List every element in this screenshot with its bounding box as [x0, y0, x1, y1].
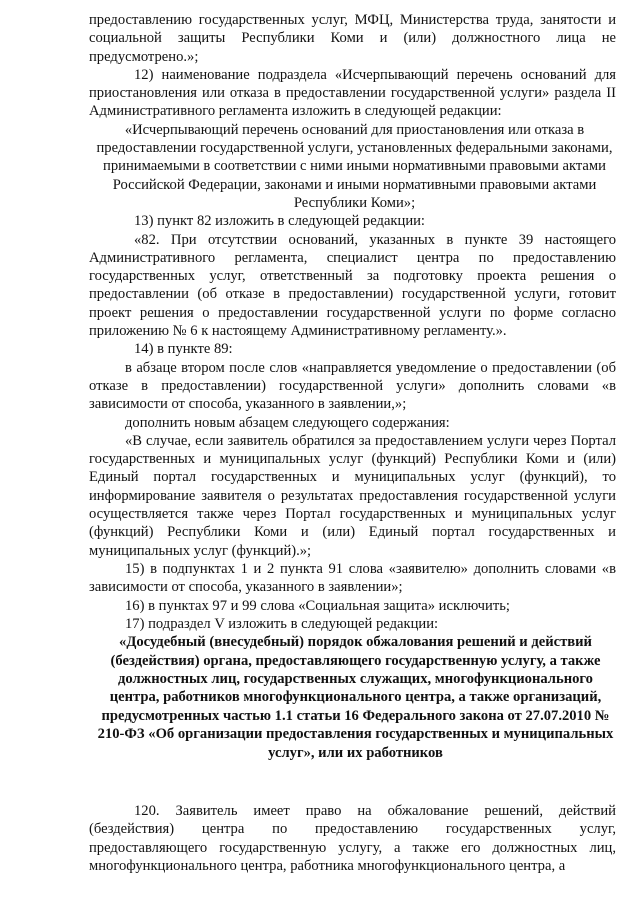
paragraph-point-82: «82. При отсутствии оснований, указанных в пункте 39 настоящего Административного регламента, специалист центра по предоставлению государственных услуг, ответственный за подготовку проекта решения о предоставлении (об отказе в предоставлении) государственной услуги, готовит проект решения о предоставлении государственной услуги по форме согласно приложению № 6 к настоящему Административному регламенту.». [89, 231, 616, 340]
paragraph-continuation: предоставлению государственных услуг, МФЦ, Министерства труда, занятости и социальной защиты Республики Коми и (или) должностного лица не предусмотрено.»; [89, 12, 616, 65]
paragraph-item-17: 17) подраздел V изложить в следующей редакции: [125, 615, 439, 632]
paragraph-second-abzac: в абзаце втором после слов «направляется уведомление о предоставлении (об отказе в предоставлении) государственной услуги» дополнить словами «в зависимости от способа, указанного в заявлении,»; [89, 359, 616, 413]
paragraph-item-16: 16) в пунктах 97 и 99 слова «Социальная защита» исключить; [125, 597, 510, 614]
paragraph-point-120: 120. Заявитель имеет право на обжалование решений, действий (бездействия) центра по предоставлению государственных услуг, предоставляющего государственную услугу, а также его должностных лиц, многофункционального центра, работника многофункционального центра, а [89, 802, 616, 874]
paragraph-portal-info: «В случае, если заявитель обратился за предоставлением услуги через Портал государственных и муниципальных услуг (функций) Республики Коми и (или) Единый портал государственных и муниципальных услуг (функций), то информирование заявителя о результатах предоставления государственной услуги осуществляется также через Портал государственных и муниципальных услуг (функций) Республики Коми и (или) Единый портал государственных и муниципальных услуг (функций).»; [89, 432, 616, 559]
spacer [89, 762, 616, 802]
quoted-subsection-title: «Исчерпывающий перечень оснований для приостановления или отказа в предоставлении государственной услуги, установленных федеральными законами, принимаемыми в соответствии с ними иными нормативными правовыми актами Российской Федерации, законами и иными нормативными правовыми актами Республики Коми»; [96, 121, 613, 211]
paragraph-item-15: 15) в подпунктах 1 и 2 пункта 91 слова «заявителю» дополнить словами «в зависимости от способа, указанного в заявлении»; [89, 560, 616, 596]
section-heading: «Досудебный (внесудебный) порядок обжалования решений и действий (бездействия) органа, предоставляющего государственную услугу, а также должностных лиц, государственных служащих, многофункционального центра, работников многофункционального центра, а также организаций, предусмотренных частью 1.1 статьи 16 Федерального закона от 27.07.2010 № 210-ФЗ «Об организации предоставления государственных и муниципальных услуг», или их работников [97, 634, 614, 761]
paragraph-item-12: 12) наименование подраздела «Исчерпывающий перечень оснований для приостановления или отказа в предоставлении государственной услуги» раздела II Административного регламента изложить в следующей редакции: [89, 66, 616, 120]
paragraph-item-13: 13) пункт 82 изложить в следующей редакции: [134, 213, 425, 230]
paragraph-item-14: 14) в пункте 89: [134, 341, 233, 358]
paragraph-new-abzac: дополнить новым абзацем следующего содержания: [125, 414, 450, 431]
